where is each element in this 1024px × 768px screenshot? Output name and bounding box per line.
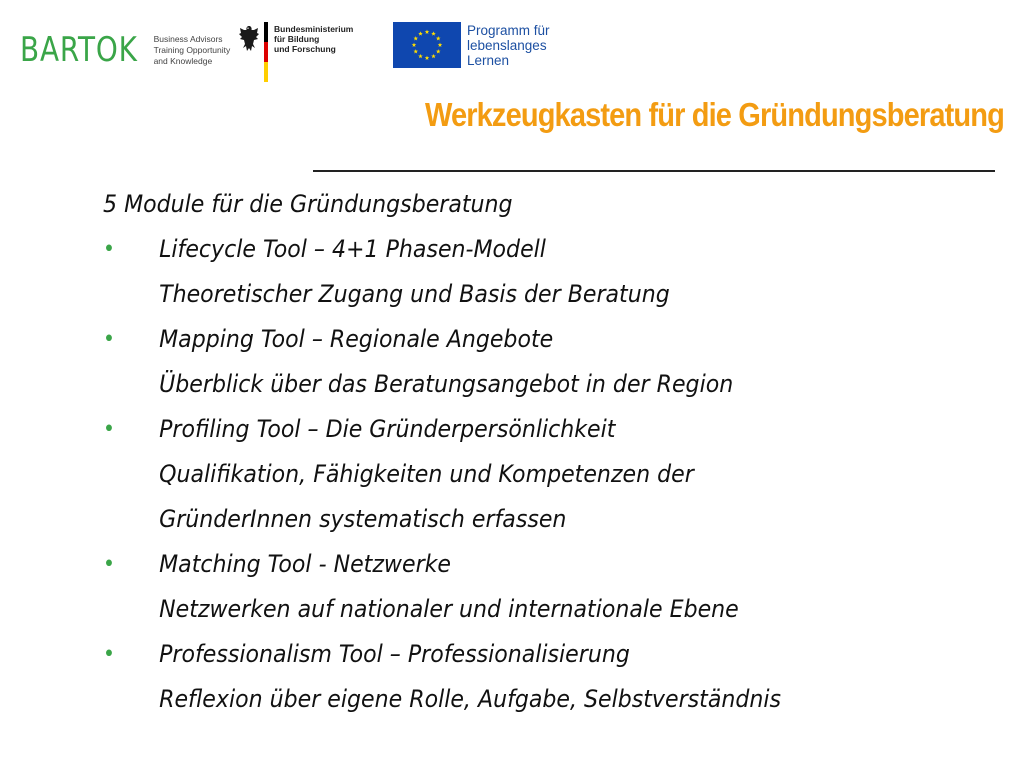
module-heading xyxy=(103,227,931,272)
eu-programme-line: Programm für xyxy=(467,23,550,38)
bullet-icon: • xyxy=(103,552,115,577)
bmbf-name xyxy=(274,24,353,54)
module-heading-text: Lifecycle Tool – 4+1 Phasen-Modell xyxy=(159,235,546,263)
module-heading xyxy=(103,632,931,677)
eu-programme-line: Lernen xyxy=(467,53,510,68)
bartok-tagline-line: Business Advisors xyxy=(153,33,223,44)
bartok-tagline-line: and Knowledge xyxy=(153,55,213,66)
module-description: Überblick über das Beratungsangebot in der Region xyxy=(159,370,734,398)
module-description: Reflexion über eigene Rolle, Aufgabe, Selbstverständnis xyxy=(159,685,781,713)
bartok-logo xyxy=(20,30,230,70)
module-heading xyxy=(103,317,931,362)
module-heading-text: Matching Tool - Netzwerke xyxy=(159,550,452,578)
eu-programme-logo xyxy=(393,22,550,72)
module-heading-text: Profiling Tool – Die Gründerpersönlichkeit xyxy=(159,415,616,443)
module-description: Qualifikation, Fähigkeiten und Kompetenzen der xyxy=(159,460,694,488)
title-divider xyxy=(313,170,995,172)
bullet-icon: • xyxy=(103,327,115,352)
module-description: GründerInnen systematisch erfassen xyxy=(159,505,567,533)
eu-flag-icon xyxy=(393,22,461,68)
module-description: Theoretischer Zugang und Basis der Beratung xyxy=(159,280,670,308)
bmbf-logo xyxy=(238,22,353,82)
slide-title: Werkzeugkasten für die Gründungsberatung xyxy=(424,96,1004,133)
bmbf-name-line: für Bildung xyxy=(274,34,320,44)
bartok-wordmark: BARTOK xyxy=(20,30,138,70)
bullet-icon: • xyxy=(103,237,115,262)
bmbf-name-line: Bundesministerium xyxy=(274,24,354,34)
module-description: Netzwerken auf nationaler und internationale Ebene xyxy=(159,595,739,623)
federal-eagle-icon xyxy=(238,24,260,54)
bartok-tagline xyxy=(154,34,231,67)
eu-programme-line: lebenslanges xyxy=(467,38,547,53)
slide-body xyxy=(103,182,1003,722)
module-heading xyxy=(103,407,931,452)
module-heading-text: Mapping Tool – Regionale Angebote xyxy=(159,325,554,353)
bmbf-name-line: und Forschung xyxy=(274,44,336,54)
eu-programme-name xyxy=(467,23,550,68)
german-flag-stripe xyxy=(264,22,268,82)
intro-line: 5 Module für die Gründungsberatung xyxy=(103,190,513,218)
bartok-tagline-line: Training Opportunity xyxy=(153,44,231,55)
bullet-icon: • xyxy=(103,642,115,667)
bullet-icon: • xyxy=(103,417,115,442)
module-heading-text: Professionalism Tool – Professionalisierung xyxy=(159,640,630,668)
module-heading xyxy=(103,542,931,587)
